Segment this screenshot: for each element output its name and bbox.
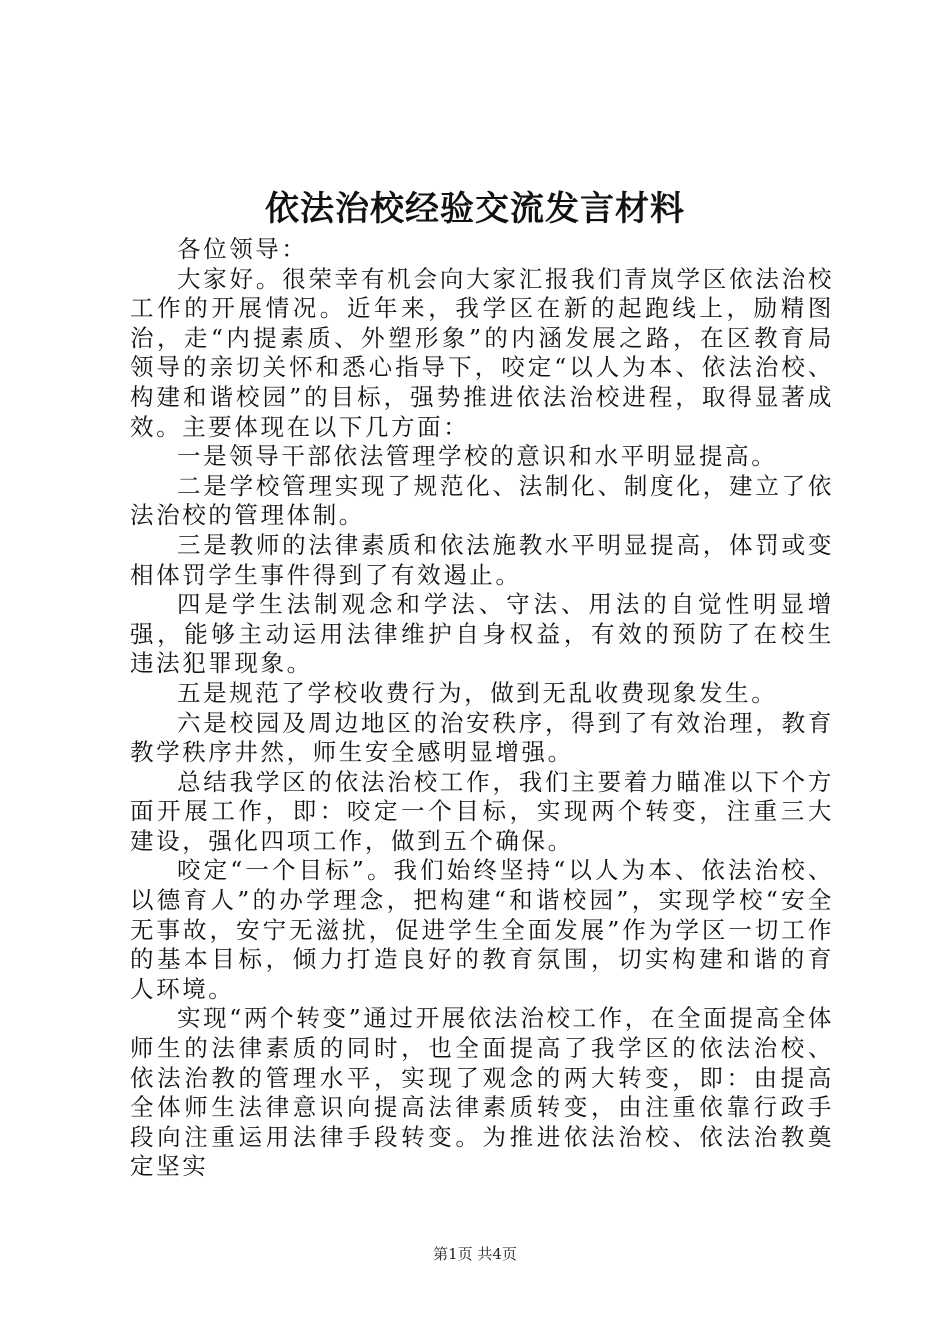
paragraph-point-5: 五是规范了学校收费行为，做到无乱收费现象发生。 [177,678,778,707]
page-footer: 第1页 共4页 [433,1245,517,1263]
paragraph-one-goal: 咬定“一个目标”。我们始终坚持“以人为本、依法治校、以德育人”的办学理念，把构建“和谐校园”，实现学校“安全无事故，安宁无滋扰，促进学生全面发展”作为学区一切工作的基本目标，倾力打造良好的教育氛围，切实构建和谐的育人环境。 [130,856,834,1003]
document-title: 依法治校经验交流发言材料 [265,189,685,229]
paragraph-point-4: 四是学生法制观念和学法、守法、用法的自觉性明显增强，能够主动运用法律维护自身权益，有效的预防了在校生违法犯罪现象。 [130,590,834,678]
paragraph-greeting: 各位领导： [177,235,308,263]
paragraph-point-6: 六是校园及周边地区的治安秩序，得到了有效治理，教育教学秩序井然，师生安全感明显增强。 [130,708,834,767]
paragraph-two-changes: 实现“两个转变”通过开展依法治校工作，在全面提高全体师生的法律素质的同时，也全面提高了我学区的依法治校、依法治教的管理水平，实现了观念的两大转变，即：由提高全体师生法律意识向提高法律素质转变，由注重依靠行政手段向注重运用法律手段转变。为推进依法治校、依法治教奠定坚实 [130,1004,834,1181]
paragraph-point-3: 三是教师的法律素质和依法施教水平明显提高，体罚或变相体罚学生事件得到了有效遏止。 [130,530,834,589]
paragraph-point-2: 二是学校管理实现了规范化、法制化、制度化，建立了依法治校的管理体制。 [130,471,834,530]
paragraph-intro: 大家好。很荣幸有机会向大家汇报我们青岚学区依法治校工作的开展情况。近年来，我学区在新的起跑线上，励精图治，走“内提素质、外塑形象”的内涵发展之路，在区教育局领导的亲切关怀和悉心指导下，咬定“以人为本、依法治校、构建和谐校园”的目标，强势推进依法治校进程，取得显著成效。主要体现在以下几方面： [130,264,834,441]
document-body [130,235,834,1182]
paragraph-point-1: 一是领导干部依法管理学校的意识和水平明显提高。 [177,442,778,471]
paragraph-summary: 总结我学区的依法治校工作，我们主要着力瞄准以下个方面开展工作，即：咬定一个目标，实现两个转变，注重三大建设，强化四项工作，做到五个确保。 [130,767,834,855]
